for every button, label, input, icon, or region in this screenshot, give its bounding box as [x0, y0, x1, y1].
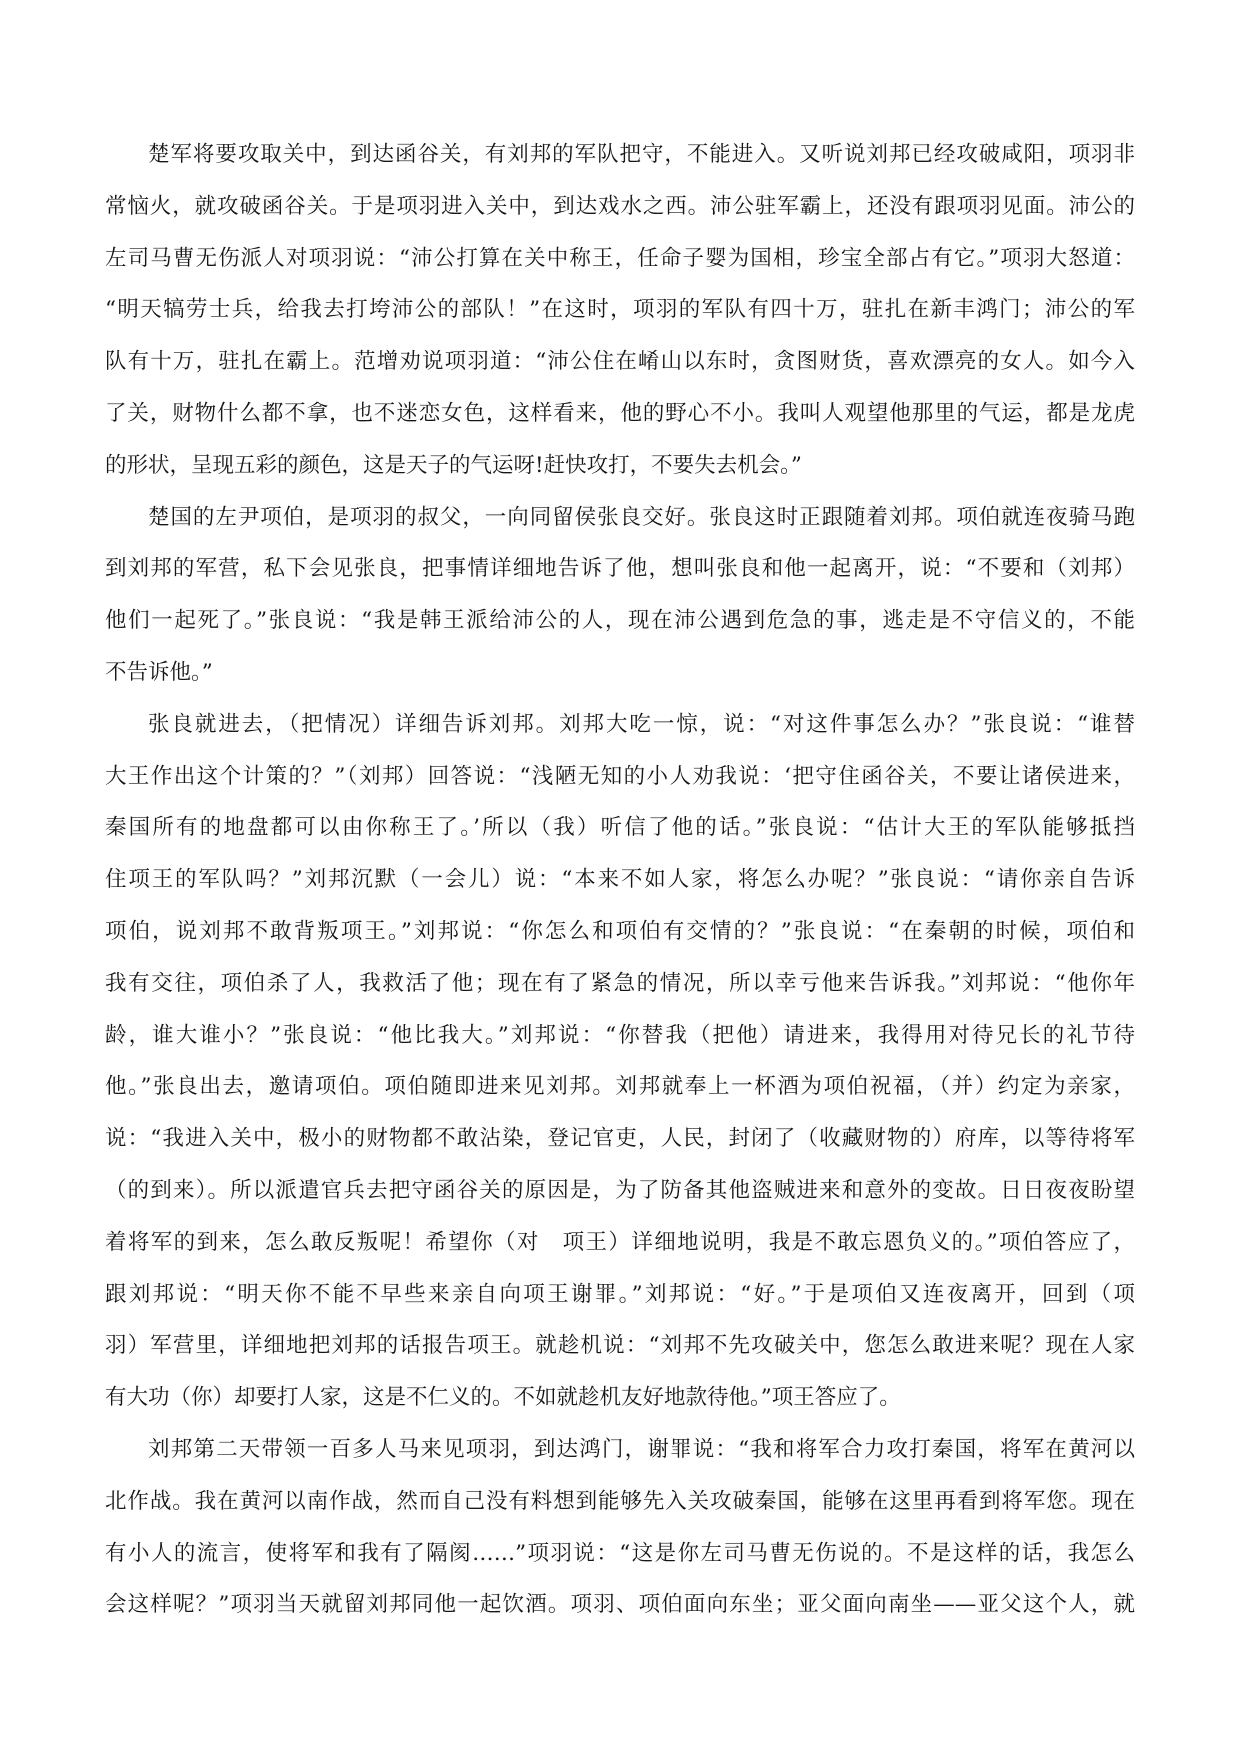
text-line: 有小人的流言，使将军和我有了隔阂……”项羽说：“这是你左司马曹无伤说的。不是这样的话，我怎么	[105, 1540, 1135, 1566]
text-line: 羽）军营里，详细地把刘邦的话报告项王。就趁机说：“刘邦不先攻破关中，您怎么敢进来呢？现在人家	[105, 1333, 1135, 1359]
text-line: 会这样呢？”项羽当天就留刘邦同他一起饮酒。项羽、项伯面向东坐；亚父面向南坐——亚父这个人，就	[105, 1592, 1135, 1618]
text-line: 龄，谁大谁小？”张良说：“他比我大。”刘邦说：“你替我（把他）请进来，我得用对待兄长的礼节待	[105, 1022, 1135, 1048]
text-line: “明天犒劳士兵，给我去打垮沛公的部队！”在这时，项羽的军队有四十万，驻扎在新丰鸿门；沛公的军	[105, 297, 1135, 323]
text-line: 楚国的左尹项伯，是项羽的叔父，一向同留侯张良交好。张良这时正跟随着刘邦。项伯就连夜骑马跑	[148, 504, 1135, 530]
text-line: 到刘邦的军营，私下会见张良，把事情详细地告诉了他，想叫张良和他一起离开，说：“不要和（刘邦）	[105, 556, 1135, 582]
text-line: 刘邦第二天带领一百多人马来见项羽，到达鸿门，谢罪说：“我和将军合力攻打秦国，将军在黄河以	[148, 1436, 1135, 1462]
paragraph	[105, 1424, 1135, 1631]
text-line: 说：“我进入关中，极小的财物都不敢沾染，登记官吏，人民，封闭了（收藏财物的）府库，以等待将军	[105, 1126, 1135, 1152]
text-line: 住项王的军队吗？”刘邦沉默（一会儿）说：“本来不如人家，将怎么办呢？”张良说：“请你亲自告诉	[105, 867, 1135, 893]
text-line: 了关，财物什么都不拿，也不迷恋女色，这样看来，他的野心不小。我叫人观望他那里的气运，都是龙虎	[105, 400, 1135, 426]
text-line: （的到来）。所以派遣官兵去把守函谷关的原因是，为了防备其他盗贼进来和意外的变故。日日夜夜盼望	[105, 1177, 1135, 1203]
text-line: 左司马曹无伤派人对项羽说：“沛公打算在关中称王，任命子婴为国相，珍宝全部占有它。”项羽大怒道：	[105, 245, 1135, 271]
text-line: 他们一起死了。”张良说：“我是韩王派给沛公的人，现在沛公遇到危急的事，逃走是不守信义的，不能	[105, 608, 1135, 634]
paragraph	[105, 129, 1135, 492]
text-line: 项伯，说刘邦不敢背叛项王。”刘邦说：“你怎么和项伯有交情的？”张良说：“在秦朝的时候，项伯和	[105, 918, 1135, 944]
text-line: 大王作出这个计策的？”（刘邦）回答说：“浅陋无知的小人劝我说：‘把守住函谷关，不要让诸侯进来，	[105, 763, 1135, 789]
body-text	[105, 129, 1135, 1631]
text-line: 着将军的到来，怎么敢反叛呢！希望你（对 项王）详细地说明，我是不敢忘恩负义的。”项伯答应了，	[105, 1229, 1135, 1255]
text-line: 有大功（你）却要打人家，这是不仁义的。不如就趁机友好地款待他。”项王答应了。	[105, 1385, 901, 1411]
text-line: 他。”张良出去，邀请项伯。项伯随即进来见刘邦。刘邦就奉上一杯酒为项伯祝福，（并）约定为亲家，	[105, 1074, 1135, 1100]
paragraph	[105, 699, 1135, 1424]
text-line: 张良就进去，（把情况）详细告诉刘邦。刘邦大吃一惊，说：“对这件事怎么办？”张良说：“谁替	[148, 711, 1135, 737]
text-line: 常恼火，就攻破函谷关。于是项羽进入关中，到达戏水之西。沛公驻军霸上，还没有跟项羽见面。沛公的	[105, 193, 1135, 219]
text-line: 队有十万，驻扎在霸上。范增劝说项羽道：“沛公住在崤山以东时，贪图财货，喜欢漂亮的女人。如今入	[105, 349, 1135, 375]
text-line: 楚军将要攻取关中，到达函谷关，有刘邦的军队把守，不能进入。又听说刘邦已经攻破咸阳，项羽非	[148, 142, 1135, 167]
text-line: 北作战。我在黄河以南作战，然而自己没有料想到能够先入关攻破秦国，能够在这里再看到将军您。现在	[105, 1488, 1135, 1514]
text-line: 的形状，呈现五彩的颜色，这是天子的气运呀!赶快攻打，不要失去机会。”	[105, 452, 802, 478]
text-line: 不告诉他。”	[105, 659, 213, 685]
text-line: 秦国所有的地盘都可以由你称王了。’所以（我）听信了他的话。”张良说：“估计大王的军队能够抵挡	[105, 815, 1135, 841]
paragraph	[105, 492, 1135, 699]
text-line: 跟刘邦说：“明天你不能不早些来亲自向项王谢罪。”刘邦说：“好。”于是项伯又连夜离开，回到（项	[105, 1281, 1135, 1307]
text-line: 我有交往，项伯杀了人，我救活了他；现在有了紧急的情况，所以幸亏他来告诉我。”刘邦说：“他你年	[105, 970, 1135, 996]
